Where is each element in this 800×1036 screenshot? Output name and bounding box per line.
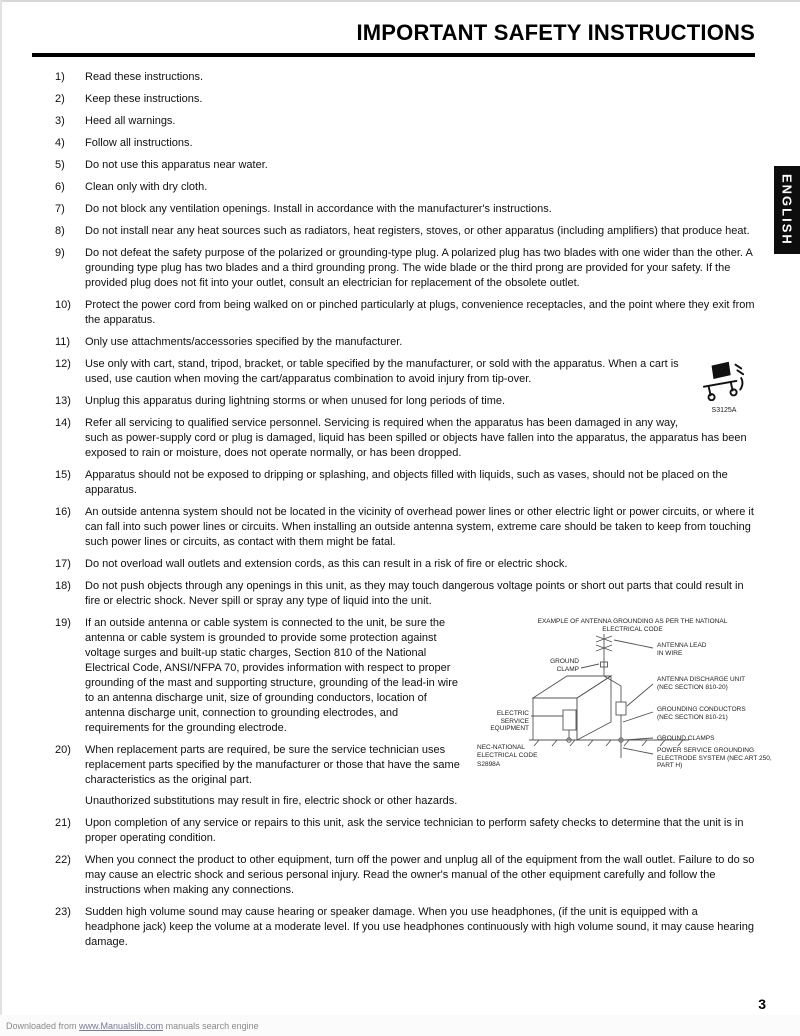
instruction-text: Follow all instructions. xyxy=(85,137,193,149)
ground-clamp-label: GROUND CLAMP xyxy=(550,658,579,673)
instruction-number: 7) xyxy=(55,203,65,215)
discharge-unit-label: ANTENNA DISCHARGE UNIT (NEC SECTION 810-20) xyxy=(657,676,746,691)
instruction-text: Sudden high volume sound may cause hearing or speaker damage. When you use headphones, (if the unit is equipped with a headphone jack) keep the volume at a moderate level. If you use headphones continuously with high volume sound, it may cause hearing damage. xyxy=(85,906,754,948)
instruction-text: An outside antenna system should not be located in the vicinity of overhead power lines or other electric light or power circuits, or where it can fall into such power lines or circuits. When installing an outside antenna system, extreme care should be taken to keep from touching such power lines or circuits, as contact with them might be fatal. xyxy=(85,506,754,548)
instruction-item-22 xyxy=(32,853,755,898)
manualslib-link[interactable]: www.Manualslib.com xyxy=(79,1021,164,1031)
instruction-number: 13) xyxy=(55,395,71,407)
instruction-number: 5) xyxy=(55,159,65,171)
instruction-item-8 xyxy=(32,224,755,239)
instruction-item-23 xyxy=(32,905,755,950)
cart-figure-code: S3125A xyxy=(711,407,737,414)
instruction-number: 10) xyxy=(55,299,71,311)
instruction-text: Do not install near any heat sources such as radiators, heat registers, stoves, or other apparatus (including amplifiers) that produce heat. xyxy=(85,225,750,237)
watermark-prefix: Downloaded from xyxy=(6,1021,80,1031)
ground-clamps-label: GROUND CLAMPS xyxy=(657,735,715,742)
instruction-item-1 xyxy=(32,70,755,85)
instruction-text: Do not defeat the safety purpose of the polarized or grounding-type plug. A polarized plug has two blades with one wider than the other. A grounding type plug has two blades and a third grounding prong. The wide blade or the third prong are provided for your safety. If the provided plug does not fit into your outlet, consult an electrician for replacement of the obsolete outlet. xyxy=(85,247,753,289)
instruction-text: Do not use this apparatus near water. xyxy=(85,159,268,171)
instruction-text: Refer all servicing to qualified service personnel. Servicing is required when the apparatus has been damaged in any way, such as power-supply cord or plug is damaged, liquid has been spilled or objects have fallen into the apparatus, the apparatus has been exposed to rain or moisture, does not operate normally, or has been dropped. xyxy=(85,417,747,459)
instruction-text: If an outside antenna or cable system is connected to the unit, be sure the antenna or cable system is grounded to provide some protection against voltage surges and built-up static charges, Section 810 of the National Electrical Code, ANSI/NFPA 70, provides information with respect to proper grounding of the mast and supporting structure, grounding of the lead-in wire to an antenna discharge unit, size of grounding conductors, location of antenna discharge unit, connection to grounding electrodes, and requirements for the grounding electrode. xyxy=(85,617,459,734)
page-number: 3 xyxy=(758,996,766,1012)
instruction-number: 4) xyxy=(55,137,65,149)
electric-service-label: ELECTRIC SERVICE EQUIPMENT xyxy=(490,710,529,732)
instruction-number: 11) xyxy=(55,336,71,348)
instruction-number: 3) xyxy=(55,115,65,127)
language-tab xyxy=(774,166,800,254)
instruction-number: 22) xyxy=(55,854,71,866)
instruction-item-19 xyxy=(32,616,755,736)
instruction-number: 23) xyxy=(55,906,71,918)
instruction-item-18 xyxy=(32,579,755,609)
instruction-item-17 xyxy=(32,557,755,572)
instruction-item-2 xyxy=(32,92,755,107)
instruction-item-16 xyxy=(32,505,755,550)
scan-edge-left xyxy=(0,0,2,1036)
instruction-item-10 xyxy=(32,298,755,328)
instruction-item-15 xyxy=(32,468,755,498)
instruction-item-7 xyxy=(32,202,755,217)
antenna-figure-title: EXAMPLE OF ANTENNA GROUNDING AS PER THE NATIONAL ELECTRICAL CODE xyxy=(537,618,728,633)
watermark-text xyxy=(6,1021,259,1031)
instruction-item-20 xyxy=(32,743,755,809)
instruction-number: 14) xyxy=(55,417,71,429)
instruction-number: 15) xyxy=(55,469,71,481)
instruction-text: Do not push objects through any openings in this unit, as they may touch dangerous voltage points or short out parts that could result in fire or electric shock. Never spill or spray any type of liquid into the unit. xyxy=(85,580,744,607)
page-title: IMPORTANT SAFETY INSTRUCTIONS xyxy=(356,20,755,45)
watermark-suffix: manuals search engine xyxy=(163,1021,259,1031)
title-divider xyxy=(32,53,755,57)
instruction-number: 19) xyxy=(55,617,71,629)
instruction-item-12 xyxy=(32,357,755,387)
instruction-text: Clean only with dry cloth. xyxy=(85,181,208,193)
instruction-text: When replacement parts are required, be sure the service technician uses replacement parts specified by the manufacturer or those that have the same characteristics as the original part. xyxy=(85,744,460,786)
instruction-item-4 xyxy=(32,136,755,151)
instruction-number: 1) xyxy=(55,71,65,83)
instruction-text: Read these instructions. xyxy=(85,71,204,83)
instruction-text: Apparatus should not be exposed to dripping or splashing, and objects filled with liquids, such as vases, should not be placed on the apparatus. xyxy=(85,469,728,496)
instruction-number: 9) xyxy=(55,247,65,259)
grounding-conductors-label: GROUNDING CONDUCTORS (NEC SECTION 810-21) xyxy=(657,706,746,721)
instruction-number: 20) xyxy=(55,744,71,756)
instruction-item-11 xyxy=(32,335,755,350)
instruction-number: 16) xyxy=(55,506,71,518)
instruction-number: 18) xyxy=(55,580,71,592)
instruction-number: 6) xyxy=(55,181,65,193)
instruction-item-21 xyxy=(32,816,755,846)
instruction-item-13 xyxy=(32,394,755,409)
instruction-text: Protect the power cord from being walked on or pinched particularly at plugs, convenience receptacles, and the point where they exit from the apparatus. xyxy=(85,299,755,326)
instruction-number: 2) xyxy=(55,93,65,105)
instruction-text: Only use attachments/accessories specified by the manufacturer. xyxy=(85,336,403,348)
instruction-list xyxy=(32,70,772,950)
instruction-text-secondary: Unauthorized substitutions may result in fire, electric shock or other hazards. xyxy=(85,795,458,807)
nec-label: NEC-NATIONAL ELECTRICAL CODE xyxy=(477,744,538,759)
power-service-label: POWER SERVICE GROUNDING ELECTRODE SYSTEM (NEC ART 250, PART H) xyxy=(657,747,772,769)
antenna-lead-label: ANTENNA LEAD IN WIRE xyxy=(657,642,707,657)
instruction-number: 21) xyxy=(55,817,71,829)
instruction-text: Do not overload wall outlets and extension cords, as this can result in a risk of fire or electric shock. xyxy=(85,558,568,570)
instruction-number: 8) xyxy=(55,225,65,237)
instruction-item-14 xyxy=(32,416,755,461)
instruction-number: 17) xyxy=(55,558,71,570)
scan-edge-top xyxy=(0,0,800,2)
instruction-text: Do not block any ventilation openings. Install in accordance with the manufacturer's instructions. xyxy=(85,203,552,215)
instruction-text: When you connect the product to other equipment, turn off the power and unplug all of the equipment from the wall outlet. Failure to do so may cause an electric shock and serious personal injury. Read the owner's manual of the other equipment carefully and follow the instructions when making any connections. xyxy=(85,854,755,896)
antenna-figure-code: S2898A xyxy=(477,761,501,768)
instruction-text: Use only with cart, stand, tripod, bracket, or table specified by the manufacturer, or sold with the apparatus. When a cart is used, use caution when moving the cart/apparatus combination to avoid injury from tip-over. xyxy=(85,358,679,385)
instruction-number: 12) xyxy=(55,358,71,370)
language-tab-label: ENGLISH xyxy=(779,174,795,246)
instruction-item-6 xyxy=(32,180,755,195)
instruction-item-3 xyxy=(32,114,755,129)
instruction-item-9 xyxy=(32,246,755,291)
instruction-item-5 xyxy=(32,158,755,173)
instruction-text: Upon completion of any service or repairs to this unit, ask the service technician to perform safety checks to determine that the unit is in proper operating condition. xyxy=(85,817,744,844)
instruction-text: Keep these instructions. xyxy=(85,93,203,105)
instruction-text: Unplug this apparatus during lightning storms or when unused for long periods of time. xyxy=(85,395,506,407)
instruction-text: Heed all warnings. xyxy=(85,115,176,127)
